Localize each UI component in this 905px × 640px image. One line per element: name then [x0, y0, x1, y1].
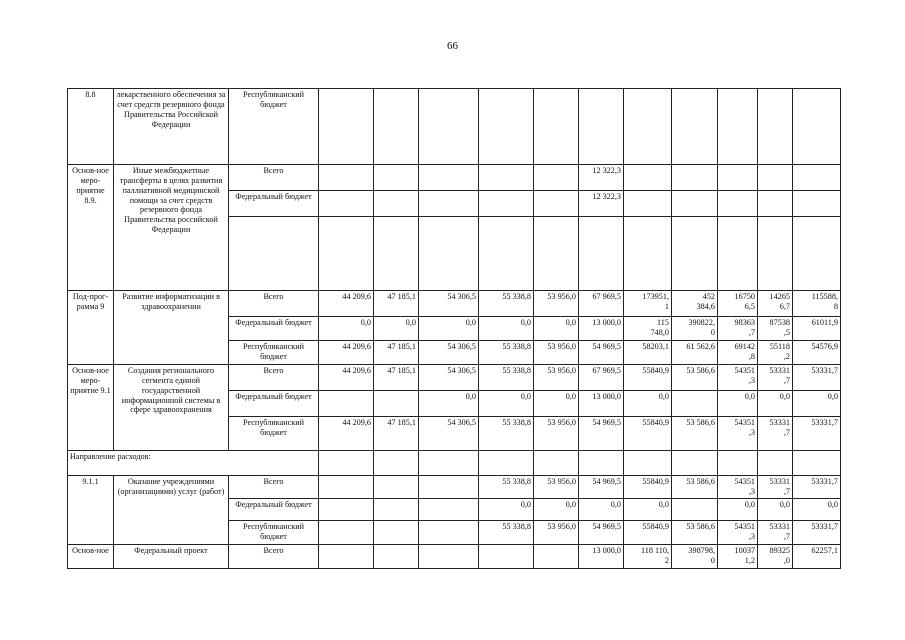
value-cell: [624, 89, 672, 165]
funding-source: Всего: [229, 544, 319, 568]
value-cell: [793, 451, 841, 476]
value-cell: [319, 451, 374, 476]
value-cell: [319, 476, 374, 499]
value-cell: 53 956,0: [534, 476, 579, 499]
value-cell: 54 306,5: [419, 417, 479, 451]
value-cell: [672, 498, 718, 520]
value-cell: 53331,7: [793, 520, 841, 544]
value-cell: 53331 ,7: [758, 417, 793, 451]
value-cell: [793, 191, 841, 217]
expense-direction-label: Направление расходов:: [68, 451, 319, 476]
value-cell: 0,0: [319, 317, 374, 341]
funding-source: [229, 217, 319, 291]
value-cell: 47 185,1: [374, 291, 419, 317]
value-cell: 55840,9: [624, 365, 672, 391]
value-cell: 0,0: [479, 317, 534, 341]
value-cell: 0,0: [374, 317, 419, 341]
funding-source: Всего: [229, 165, 319, 191]
value-cell: 54576,9: [793, 341, 841, 365]
value-cell: 54 306,5: [419, 341, 479, 365]
value-cell: [793, 165, 841, 191]
value-cell: 55118 ,2: [758, 341, 793, 365]
value-cell: 58203,1: [624, 341, 672, 365]
value-cell: 54351 ,3: [718, 417, 758, 451]
value-cell: [758, 217, 793, 291]
row-name: Федеральный проект: [114, 544, 229, 568]
value-cell: 61011,9: [793, 317, 841, 341]
value-cell: 62257,1: [793, 544, 841, 568]
value-cell: [319, 89, 374, 165]
table-row: [68, 291, 841, 317]
value-cell: 0,0: [758, 498, 793, 520]
value-cell: 47 185,1: [374, 365, 419, 391]
value-cell: [319, 498, 374, 520]
value-cell: [374, 391, 419, 417]
value-cell: [672, 391, 718, 417]
value-cell: 54 969,5: [579, 341, 624, 365]
value-cell: 14265 6,7: [758, 291, 793, 317]
value-cell: [319, 544, 374, 568]
funding-source: Всего: [229, 476, 319, 499]
value-cell: 44 209,6: [319, 341, 374, 365]
value-cell: 55 338,8: [479, 476, 534, 499]
value-cell: [479, 165, 534, 191]
value-cell: [534, 191, 579, 217]
value-cell: [419, 520, 479, 544]
value-cell: 54 306,5: [419, 291, 479, 317]
value-cell: [419, 217, 479, 291]
value-cell: [534, 165, 579, 191]
value-cell: [479, 544, 534, 568]
value-cell: 53 956,0: [534, 417, 579, 451]
value-cell: [672, 89, 718, 165]
value-cell: 55 338,8: [479, 520, 534, 544]
value-cell: [479, 191, 534, 217]
value-cell: 44 209,6: [319, 417, 374, 451]
value-cell: 53331,7: [793, 476, 841, 499]
value-cell: [319, 191, 374, 217]
value-cell: 53 956,0: [534, 365, 579, 391]
row-code: Под-прог-рамма 9: [68, 291, 114, 365]
value-cell: 54351 ,3: [718, 520, 758, 544]
value-cell: 0,0: [624, 391, 672, 417]
value-cell: 54 306,5: [419, 365, 479, 391]
value-cell: 390822, 0: [672, 317, 718, 341]
value-cell: 115588, 8: [793, 291, 841, 317]
value-cell: [624, 191, 672, 217]
value-cell: 53 586,6: [672, 520, 718, 544]
row-code: Основ-ное меро-приятие 8.9.: [68, 165, 114, 291]
value-cell: [374, 165, 419, 191]
value-cell: [479, 451, 534, 476]
value-cell: [718, 165, 758, 191]
value-cell: [374, 520, 419, 544]
value-cell: [319, 391, 374, 417]
value-cell: [672, 217, 718, 291]
value-cell: [758, 191, 793, 217]
value-cell: 0,0: [534, 498, 579, 520]
value-cell: 0,0: [479, 391, 534, 417]
value-cell: [419, 476, 479, 499]
value-cell: 0,0: [419, 391, 479, 417]
value-cell: [479, 89, 534, 165]
value-cell: 398798, 0: [672, 544, 718, 568]
value-cell: [672, 165, 718, 191]
table-row: [68, 89, 841, 165]
value-cell: 67 969,5: [579, 365, 624, 391]
row-name: лекарственного обеспечения за счет средств резервного фонда Правительства Российской Федерации: [114, 89, 229, 165]
value-cell: [672, 191, 718, 217]
value-cell: 55 338,8: [479, 291, 534, 317]
value-cell: [374, 191, 419, 217]
value-cell: [374, 476, 419, 499]
value-cell: 118 110, 2: [624, 544, 672, 568]
value-cell: [419, 165, 479, 191]
value-cell: 89325 ,0: [758, 544, 793, 568]
value-cell: [624, 165, 672, 191]
value-cell: [718, 191, 758, 217]
value-cell: [718, 89, 758, 165]
value-cell: 0,0: [534, 391, 579, 417]
value-cell: 0,0: [793, 391, 841, 417]
value-cell: [718, 451, 758, 476]
value-cell: 54 969,5: [579, 417, 624, 451]
value-cell: [319, 165, 374, 191]
value-cell: 67 969,5: [579, 291, 624, 317]
funding-source: Всего: [229, 365, 319, 391]
row-name: Создания регионального сегмента единой государственной информационной системы в сфере здравоохранения: [114, 365, 229, 451]
value-cell: [579, 451, 624, 476]
value-cell: 0,0: [419, 317, 479, 341]
value-cell: 47 185,1: [374, 417, 419, 451]
funding-source: Республиканский бюджет: [229, 89, 319, 165]
value-cell: 54351 ,3: [718, 365, 758, 391]
value-cell: [374, 89, 419, 165]
value-cell: 13 000,0: [579, 544, 624, 568]
value-cell: 13 000,0: [579, 391, 624, 417]
value-cell: 115 748,0: [624, 317, 672, 341]
funding-source: Республиканский бюджет: [229, 417, 319, 451]
row-name: Иные межбюджетные трансферты в целях развития паллиативной медицинской помощи за счет средств резервного фонда Правительства российской Федерации: [114, 165, 229, 291]
value-cell: 54 969,5: [579, 520, 624, 544]
budget-table: [67, 88, 841, 569]
value-cell: 87538 ,5: [758, 317, 793, 341]
value-cell: [534, 544, 579, 568]
table-row: [68, 165, 841, 191]
value-cell: [534, 217, 579, 291]
value-cell: 53 586,6: [672, 365, 718, 391]
value-cell: 44 209,6: [319, 365, 374, 391]
value-cell: 12 322,3: [579, 165, 624, 191]
value-cell: [534, 89, 579, 165]
funding-source: Федеральный бюджет: [229, 317, 319, 341]
value-cell: [374, 217, 419, 291]
value-cell: 61 562,6: [672, 341, 718, 365]
funding-source: Всего: [229, 291, 319, 317]
value-cell: 53331,7: [793, 417, 841, 451]
value-cell: [374, 451, 419, 476]
value-cell: 53 956,0: [534, 291, 579, 317]
value-cell: 53 586,6: [672, 476, 718, 499]
value-cell: 0,0: [718, 498, 758, 520]
value-cell: 16750 6,5: [718, 291, 758, 317]
value-cell: [479, 217, 534, 291]
row-code: Основ-ное: [68, 544, 114, 568]
value-cell: 54 969,5: [579, 476, 624, 499]
value-cell: 173951, 1: [624, 291, 672, 317]
value-cell: 10037 1,2: [718, 544, 758, 568]
value-cell: [672, 451, 718, 476]
value-cell: 13 000,0: [579, 317, 624, 341]
value-cell: [579, 89, 624, 165]
funding-source: Республиканский бюджет: [229, 341, 319, 365]
value-cell: 53331 ,7: [758, 365, 793, 391]
value-cell: [579, 217, 624, 291]
row-name: Оказание учреждениями (организациями) услуг (работ): [114, 476, 229, 545]
value-cell: 0,0: [579, 498, 624, 520]
value-cell: [758, 165, 793, 191]
value-cell: [718, 217, 758, 291]
table-row: [68, 544, 841, 568]
value-cell: 0,0: [534, 317, 579, 341]
page-number: 66: [447, 40, 458, 52]
funding-source: Федеральный бюджет: [229, 498, 319, 520]
value-cell: 55840,9: [624, 417, 672, 451]
value-cell: 53 956,0: [534, 520, 579, 544]
value-cell: 69142 ,8: [718, 341, 758, 365]
row-code: Основ-ное меро-приятие 9.1: [68, 365, 114, 451]
funding-source: Республиканский бюджет: [229, 520, 319, 544]
value-cell: 452 384,6: [672, 291, 718, 317]
value-cell: [534, 451, 579, 476]
value-cell: 55 338,8: [479, 341, 534, 365]
value-cell: 98363 ,7: [718, 317, 758, 341]
row-name: Развитие информатизации в здравоохранении: [114, 291, 229, 365]
value-cell: [419, 498, 479, 520]
value-cell: 55840,9: [624, 520, 672, 544]
value-cell: [374, 544, 419, 568]
funding-source: Федеральный бюджет: [229, 191, 319, 217]
value-cell: 54351 ,3: [718, 476, 758, 499]
table-body: [68, 89, 841, 569]
value-cell: 55 338,8: [479, 417, 534, 451]
value-cell: [793, 89, 841, 165]
value-cell: 53331 ,7: [758, 520, 793, 544]
value-cell: [758, 89, 793, 165]
funding-source: Федеральный бюджет: [229, 391, 319, 417]
row-code: 8.8: [68, 89, 114, 165]
value-cell: [419, 89, 479, 165]
value-cell: [419, 191, 479, 217]
table-row: [68, 451, 841, 476]
value-cell: 44 209,6: [319, 291, 374, 317]
value-cell: [419, 544, 479, 568]
value-cell: 0,0: [479, 498, 534, 520]
value-cell: 55 338,8: [479, 365, 534, 391]
value-cell: 53331 ,7: [758, 476, 793, 499]
value-cell: [319, 217, 374, 291]
value-cell: [319, 520, 374, 544]
row-code: 9.1.1: [68, 476, 114, 545]
value-cell: [758, 451, 793, 476]
value-cell: [374, 498, 419, 520]
value-cell: 53331,7: [793, 365, 841, 391]
value-cell: 0,0: [793, 498, 841, 520]
value-cell: [624, 217, 672, 291]
value-cell: 55840,9: [624, 476, 672, 499]
value-cell: [419, 451, 479, 476]
value-cell: 53 956,0: [534, 341, 579, 365]
value-cell: 0,0: [718, 391, 758, 417]
value-cell: 0,0: [758, 391, 793, 417]
value-cell: 53 586,6: [672, 417, 718, 451]
value-cell: 12 322,3: [579, 191, 624, 217]
value-cell: [624, 451, 672, 476]
table-row: [68, 476, 841, 499]
value-cell: 47 185,1: [374, 341, 419, 365]
table-row: [68, 365, 841, 391]
value-cell: 0,0: [624, 498, 672, 520]
value-cell: [793, 217, 841, 291]
